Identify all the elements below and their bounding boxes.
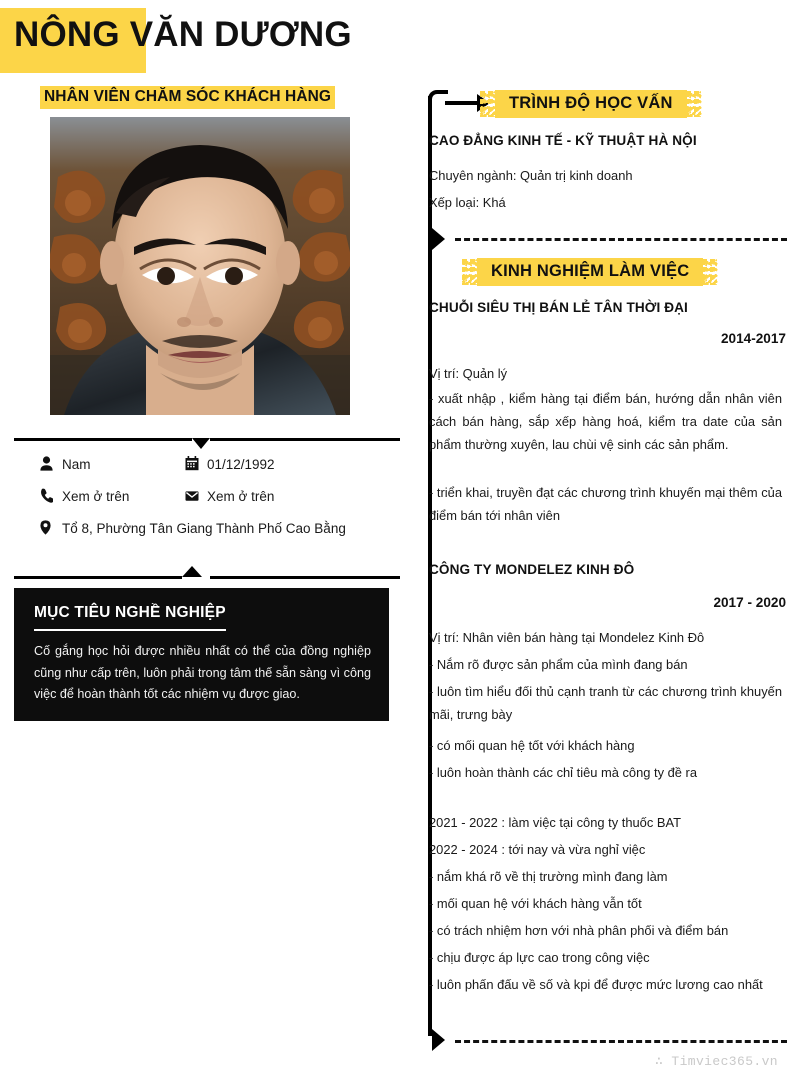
job2-org: CÔNG TY MONDELEZ KINH ĐÔ (429, 562, 635, 577)
contact-email[interactable] (185, 487, 410, 508)
profile-photo (50, 117, 350, 415)
experience-heading-label: KINH NGHIỆM LÀM VIỆC (477, 258, 703, 286)
contact-birthday (185, 455, 410, 476)
contact-phone[interactable] (40, 487, 185, 508)
job2-position: Vị trí: Nhân viên bán hàng tại Mondelez Kinh Đô (429, 630, 705, 645)
job1-period: 2014-2017 (720, 331, 786, 346)
job3-line-3: - nắm khá rõ về thị trường mình đang làm (429, 869, 668, 884)
phone-value: Xem ở trên (62, 488, 130, 504)
address-value: Tổ 8, Phường Tân Giang Thành Phố Cao Bằng (62, 520, 346, 536)
contact-row (40, 519, 410, 540)
job3-line-7: - luôn phấn đấu về số và kpi để được mức lương cao nhất (429, 977, 763, 992)
right-column (415, 0, 800, 1087)
career-objective-body: Cố gắng học hỏi được nhiều nhất có thể của đồng nghiệp cũng như cấp trên, luôn phải trong tâm thế sẵn sàng vì công việc để hoàn thành tốt các nhiệm vụ được giao. (34, 644, 371, 702)
birthday-value: 01/12/1992 (207, 457, 275, 472)
education-school: CAO ĐẲNG KINH TẾ - KỸ THUẬT HÀ NỘI (429, 133, 697, 148)
triangle-up-icon (182, 566, 202, 577)
person-icon (40, 455, 62, 471)
education-heading-label: TRÌNH ĐỘ HỌC VẤN (495, 90, 687, 118)
career-objective-title: MỤC TIÊU NGHỀ NGHIỆP (34, 604, 226, 631)
email-value: Xem ở trên (207, 488, 275, 504)
contact-row (40, 455, 410, 476)
divider-arrow-bottom-icon (432, 1029, 445, 1051)
contact-address (40, 519, 410, 540)
job-title-wrap (40, 86, 335, 109)
job1-duty-1: - xuất nhập , kiểm hàng tại điểm bán, hướng dẫn nhân viên cách bán hàng, sắp xếp hàng hoá, kiểm tra date của sản phẩm thường xuyên, lau chùi vệ sinh các sản phẩm. (429, 391, 782, 452)
candidate-job-title: NHÂN VIÊN CHĂM SÓC KHÁCH HÀNG (40, 86, 335, 109)
job3-line-1: 2021 - 2022 : làm việc tại công ty thuốc BAT (429, 815, 681, 830)
triangle-down-icon (192, 438, 210, 449)
job3-line-5: - có trách nhiệm hơn với nhà phân phối và điểm bán (429, 923, 729, 938)
experience-heading (477, 258, 703, 286)
phone-icon (40, 487, 62, 503)
education-arrow-stem (445, 101, 479, 105)
education-major: Chuyên ngành: Quản trị kinh doanh (429, 168, 633, 183)
site-watermark: ∴ Timviec365.vn (654, 1054, 778, 1069)
job2-duty-4: - luôn hoàn thành các chỉ tiêu mà công ty đề ra (429, 765, 698, 780)
job3-line-6: - chịu được áp lực cao trong công việc (429, 950, 650, 965)
job1-position: Vị trí: Quản lý (429, 366, 508, 381)
contact-row (40, 487, 410, 508)
career-objective-box (14, 588, 389, 721)
job3-line-4: - mối quan hệ với khách hàng vẫn tốt (429, 896, 642, 911)
education-heading (495, 90, 687, 118)
job2-duty-2: - luôn tìm hiểu đối thủ cạnh tranh từ các chương trình khuyến mãi, trưng bày (429, 684, 782, 722)
job3-line-2: 2022 - 2024 : tới nay và vừa nghỉ việc (429, 842, 646, 857)
divider-arrow-top-icon (432, 228, 445, 250)
job2-duty-1: - Nắm rõ được sản phẩm của mình đang bán (429, 657, 688, 672)
contact-divider-top (14, 432, 400, 446)
section-divider-top (455, 238, 787, 241)
job1-org: CHUỖI SIÊU THỊ BÁN LẺ TÂN THỜI ĐẠI (429, 300, 688, 315)
candidate-name: NÔNG VĂN DƯƠNG (14, 15, 352, 54)
job2-duty-3: - có mối quan hệ tốt với khách hàng (429, 738, 635, 753)
section-divider-bottom (455, 1040, 787, 1043)
education-grade: Xếp loại: Khá (429, 195, 506, 210)
contact-gender (40, 455, 185, 476)
job1-duty-2: - triển khai, truyền đạt các chương trình khuyến mại thêm của điểm bán tới nhân viên (429, 485, 782, 523)
gender-value: Nam (62, 457, 91, 472)
location-pin-icon (40, 519, 62, 535)
calendar-icon (185, 455, 207, 471)
contact-divider-bottom (14, 570, 400, 584)
job2-period: 2017 - 2020 (713, 595, 786, 610)
envelope-icon (185, 487, 207, 503)
contact-block (40, 455, 410, 551)
